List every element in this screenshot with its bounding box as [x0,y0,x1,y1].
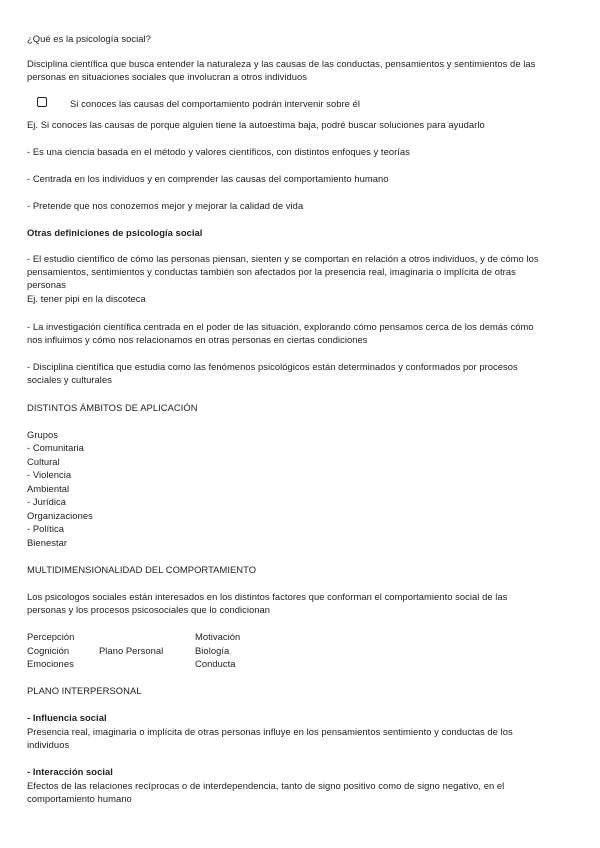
checkbox[interactable] [37,97,47,107]
example-line: Ej. Si conoces las causas de porque alguien tiene la autoestima baja, podré buscar soluciones para ayudarlo [27,119,485,130]
definition-line: - Disciplina científica que estudia como las fenómenos psicológicos están determinados y conformados por procesos [27,361,518,372]
bullet-item: - Pretende que nos conozemos mejor y mejorar la calidad de vida [27,200,304,211]
area-item: Grupos [27,429,59,440]
bullet-item: - Es una ciencia basada en el método y valores científicos, con distintos enfoques y teorías [27,146,410,157]
section-heading-interpersonal: PLANO INTERPERSONAL [27,685,142,696]
page-title: ¿Qué es la psicología social? [27,33,151,44]
influence-text-line: Presencia real, imaginaria o implícita de otras personas influye en los pensamientos sentimiento y conductas de los [27,726,513,737]
area-item: Cultural [27,456,60,467]
definition-line: sociales y culturales [27,374,112,385]
definition-line: pensamientos, sentimientos y conductas también son afectados por la presencia real, imaginaria o implícita de otras [27,266,516,277]
definition-line: personas [27,279,66,290]
dimension-item: Percepción [27,631,75,642]
influence-text-line: individuos [27,739,70,750]
area-item: Organizaciones [27,510,93,521]
area-item: - Violencia [27,469,72,480]
definition-line: - El estudio científico de cómo las personas piensan, sienten y se comportan en relación a otros individuos, y de cómo los [27,253,539,264]
definition-line: Ej. tener pipi en la discoteca [27,293,146,304]
influence-title: - Influencia social [27,712,107,723]
area-item: - Jurídica [27,496,67,507]
section-heading-other-definitions: Otras definiciones de psicología social [27,227,203,238]
dimension-item: Emociones [27,658,74,669]
definition-line: nos influimos y cómo nos relacionamos en otras personas en ciertas condiciones [27,334,368,345]
interaction-text-line: comportamiento humano [27,793,132,804]
dimension-item: Conducta [195,658,236,669]
multi-text-line: personas y los procesos psicosociales que lo condicionan [27,604,271,615]
interaction-text-line: Efectos de las relaciones recíprocas o de interdependencia, tanto de signo positivo como de signo negativo, en el [27,780,505,791]
checkbox-label: Si conoces las causas del comportamiento podrán intervenir sobre él [70,98,360,109]
area-item: Bienestar [27,537,68,548]
dimension-center: Plano Personal [99,645,164,656]
area-item: Ambiental [27,483,70,494]
interaction-title: - Interacción social [27,766,113,777]
intro-line: personas en situaciones sociales que involucran a otros individuos [27,71,308,82]
area-item: - Política [27,523,64,534]
section-heading-multidimensionality: MULTIDIMENSIONALIDAD DEL COMPORTAMIENTO [27,564,257,575]
intro-line: Disciplina científica que busca entender la naturaleza y las causas de las conductas, pensamientos y sentimientos de las [27,58,536,69]
definition-line: - La investigación científica centrada en el poder de las situación, explorando cómo pensamos cerca de los demás cómo [27,321,534,332]
section-heading-areas: DISTINTOS ÁMBITOS DE APLICACIÓN [27,402,198,413]
bullet-item: - Centrada en los individuos y en comprender las causas del comportamiento humano [27,173,389,184]
dimension-item: Biología [195,645,230,656]
multi-text-line: Los psicologos sociales están interesados en los distintos factores que conforman el comportamiento social de las [27,591,508,602]
area-item: - Comunitaria [27,442,84,453]
dimension-item: Motivación [195,631,241,642]
dimension-item: Cognición [27,645,70,656]
